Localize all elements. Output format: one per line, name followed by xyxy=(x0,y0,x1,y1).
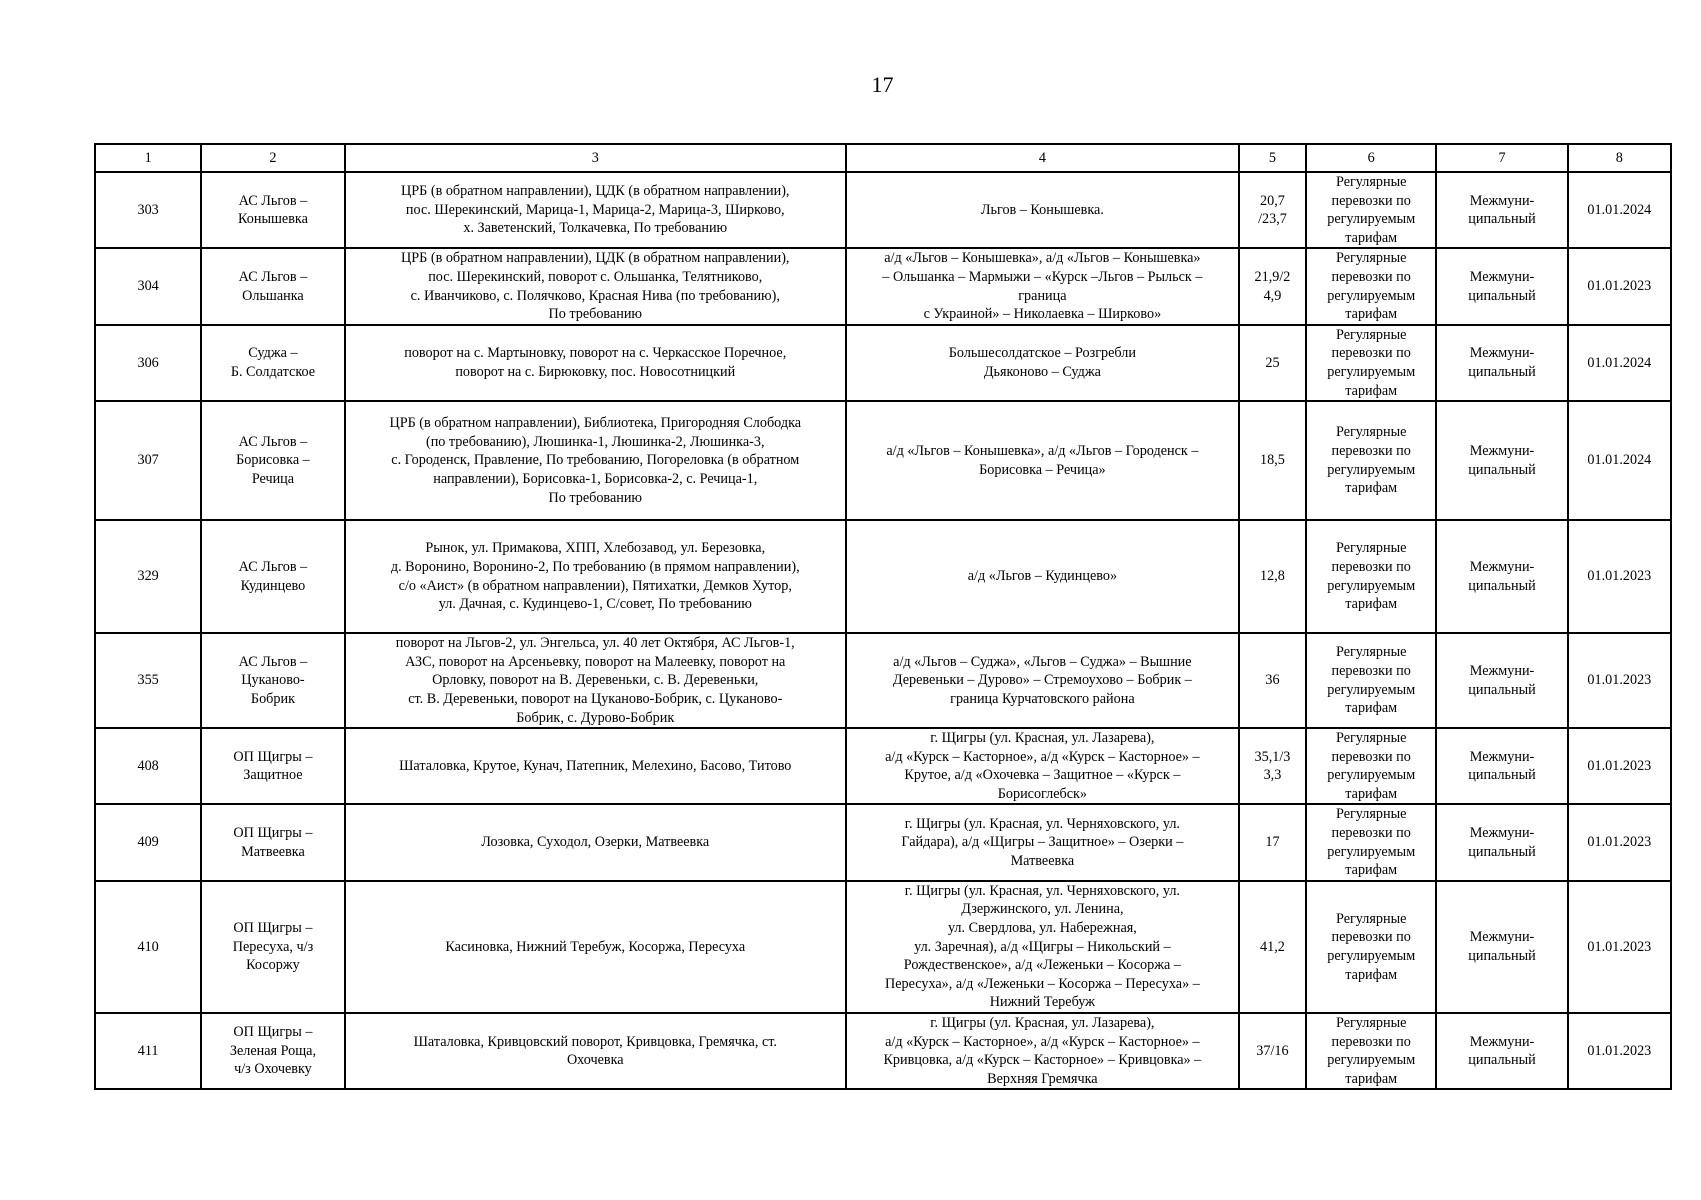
route-name-cell: ОП Щигры – Защитное xyxy=(201,728,344,804)
page-number: 17 xyxy=(871,72,894,97)
route-type-cell: Межмуни- ципальный xyxy=(1436,325,1567,401)
start-date-cell: 01.01.2024 xyxy=(1568,325,1671,401)
column-header-2: 2 xyxy=(201,144,344,172)
table-row xyxy=(95,248,1671,324)
table-row xyxy=(95,881,1671,1013)
roads-cell: г. Щигры (ул. Красная, ул. Черняховского, ул. Дзержинского, ул. Ленина, ул. Свердлова, ул. Набережная, ул. Заречная), а/д «Щигры – Никольский – Рождественское», а/д «Леженьки – Косоржа – Пересуха», а/д «Леженьки – Косоржа – Пересуха» – Нижний Теребуж xyxy=(846,881,1239,1013)
roads-cell: г. Щигры (ул. Красная, ул. Лазарева), а/д «Курск – Касторное», а/д «Курск – Касторное» – Кривцовка, а/д «Курск – Касторное» – Кривцовка» – Верхняя Гремячка xyxy=(846,1013,1239,1089)
route-type-cell: Межмуни- ципальный xyxy=(1436,728,1567,804)
stops-cell: ЦРБ (в обратном направлении), Библиотека, Пригородняя Слободка (по требованию), Люшинка-1, Люшинка-2, Люшинка-3, с. Городенск, Правление, По требованию, Погореловка (в обратном направлении), Борисовка-1, Борисовка-2, с. Речица-1, По требованию xyxy=(345,401,846,520)
route-name-cell: АС Льгов – Кудинцево xyxy=(201,520,344,633)
route-type-cell: Межмуни- ципальный xyxy=(1436,804,1567,880)
roads-cell: а/д «Льгов – Суджа», «Льгов – Суджа» – Вышние Деревеньки – Дурово» – Стремоухово – Бобрик – граница Курчатовского района xyxy=(846,633,1239,728)
route-number-cell: 307 xyxy=(95,401,201,520)
distance-cell: 17 xyxy=(1239,804,1306,880)
table-row xyxy=(95,728,1671,804)
stops-cell: ЦРБ (в обратном направлении), ЦДК (в обратном направлении), пос. Шерекинский, Марица-1, Марица-2, Марица-3, Ширково, х. Заветенский, Толкачевка, По требованию xyxy=(345,172,846,248)
roads-cell: а/д «Льгов – Конышевка», а/д «Льгов – Городенск – Борисовка – Речица» xyxy=(846,401,1239,520)
route-name-cell: АС Льгов – Ольшанка xyxy=(201,248,344,324)
distance-cell: 37/16 xyxy=(1239,1013,1306,1089)
column-header-3: 3 xyxy=(345,144,846,172)
transport-kind-cell: Регулярные перевозки по регулируемым тарифам xyxy=(1306,1013,1436,1089)
roads-cell: а/д «Льгов – Кудинцево» xyxy=(846,520,1239,633)
stops-cell: ЦРБ (в обратном направлении), ЦДК (в обратном направлении), пос. Шерекинский, поворот с. Ольшанка, Телятниково, с. Иванчиково, с. Полячково, Красная Нива (по требованию), По требованию xyxy=(345,248,846,324)
route-type-cell: Межмуни- ципальный xyxy=(1436,520,1567,633)
route-number-cell: 408 xyxy=(95,728,201,804)
route-type-cell: Межмуни- ципальный xyxy=(1436,248,1567,324)
transport-kind-cell: Регулярные перевозки по регулируемым тарифам xyxy=(1306,248,1436,324)
column-header-8: 8 xyxy=(1568,144,1671,172)
start-date-cell: 01.01.2024 xyxy=(1568,172,1671,248)
table-row xyxy=(95,1013,1671,1089)
route-number-cell: 355 xyxy=(95,633,201,728)
route-type-cell: Межмуни- ципальный xyxy=(1436,401,1567,520)
stops-cell: Лозовка, Суходол, Озерки, Матвеевка xyxy=(345,804,846,880)
table-row xyxy=(95,804,1671,880)
distance-cell: 12,8 xyxy=(1239,520,1306,633)
distance-cell: 18,5 xyxy=(1239,401,1306,520)
table-row xyxy=(95,172,1671,248)
transport-kind-cell: Регулярные перевозки по регулируемым тарифам xyxy=(1306,401,1436,520)
distance-cell: 36 xyxy=(1239,633,1306,728)
roads-cell: г. Щигры (ул. Красная, ул. Черняховского, ул. Гайдара), а/д «Щигры – Защитное» – Озерки – Матвеевка xyxy=(846,804,1239,880)
distance-cell: 35,1/3 3,3 xyxy=(1239,728,1306,804)
route-number-cell: 410 xyxy=(95,881,201,1013)
route-type-cell: Межмуни- ципальный xyxy=(1436,633,1567,728)
roads-cell: а/д «Льгов – Конышевка», а/д «Льгов – Конышевка» – Ольшанка – Мармыжи – «Курск –Льгов – Рыльск – граница с Украиной» – Николаевка – Ширково» xyxy=(846,248,1239,324)
roads-cell: Большесолдатское – Розгребли Дьяконово – Суджа xyxy=(846,325,1239,401)
transport-kind-cell: Регулярные перевозки по регулируемым тарифам xyxy=(1306,881,1436,1013)
route-number-cell: 303 xyxy=(95,172,201,248)
route-number-cell: 306 xyxy=(95,325,201,401)
route-number-cell: 329 xyxy=(95,520,201,633)
route-name-cell: ОП Щигры – Пересуха, ч/з Косоржу xyxy=(201,881,344,1013)
route-number-cell: 304 xyxy=(95,248,201,324)
distance-cell: 41,2 xyxy=(1239,881,1306,1013)
route-type-cell: Межмуни- ципальный xyxy=(1436,1013,1567,1089)
transport-kind-cell: Регулярные перевозки по регулируемым тарифам xyxy=(1306,172,1436,248)
route-type-cell: Межмуни- ципальный xyxy=(1436,881,1567,1013)
transport-kind-cell: Регулярные перевозки по регулируемым тарифам xyxy=(1306,728,1436,804)
stops-cell: Шаталовка, Крутое, Кунач, Патепник, Мелехино, Басово, Титово xyxy=(345,728,846,804)
roads-cell: Льгов – Конышевка. xyxy=(846,172,1239,248)
route-number-cell: 411 xyxy=(95,1013,201,1089)
distance-cell: 20,7 /23,7 xyxy=(1239,172,1306,248)
transport-kind-cell: Регулярные перевозки по регулируемым тарифам xyxy=(1306,633,1436,728)
column-header-4: 4 xyxy=(846,144,1239,172)
start-date-cell: 01.01.2023 xyxy=(1568,248,1671,324)
column-header-1: 1 xyxy=(95,144,201,172)
route-name-cell: АС Льгов – Цуканово- Бобрик xyxy=(201,633,344,728)
transport-kind-cell: Регулярные перевозки по регулируемым тарифам xyxy=(1306,804,1436,880)
route-type-cell: Межмуни- ципальный xyxy=(1436,172,1567,248)
start-date-cell: 01.01.2023 xyxy=(1568,804,1671,880)
route-name-cell: АС Льгов – Конышевка xyxy=(201,172,344,248)
start-date-cell: 01.01.2023 xyxy=(1568,1013,1671,1089)
table-header-row xyxy=(95,144,1671,172)
transport-kind-cell: Регулярные перевозки по регулируемым тарифам xyxy=(1306,325,1436,401)
routes-table xyxy=(94,143,1672,1090)
stops-cell: поворот на Льгов-2, ул. Энгельса, ул. 40 лет Октября, АС Льгов-1, АЗС, поворот на Арсеньевку, поворот на Малеевку, поворот на Орловку, поворот на В. Деревеньки, с. В. Деревеньки, ст. В. Деревеньки, поворот на Цуканово-Бобрик, с. Цуканово- Бобрик, с. Дурово-Бобрик xyxy=(345,633,846,728)
table-row xyxy=(95,325,1671,401)
table-row xyxy=(95,520,1671,633)
route-name-cell: АС Льгов – Борисовка – Речица xyxy=(201,401,344,520)
stops-cell: поворот на с. Мартыновку, поворот на с. Черкасское Поречное, поворот на с. Бирюковку, пос. Новосотницкий xyxy=(345,325,846,401)
start-date-cell: 01.01.2023 xyxy=(1568,520,1671,633)
distance-cell: 25 xyxy=(1239,325,1306,401)
table-row xyxy=(95,633,1671,728)
route-name-cell: ОП Щигры – Матвеевка xyxy=(201,804,344,880)
transport-kind-cell: Регулярные перевозки по регулируемым тарифам xyxy=(1306,520,1436,633)
column-header-7: 7 xyxy=(1436,144,1567,172)
route-number-cell: 409 xyxy=(95,804,201,880)
start-date-cell: 01.01.2024 xyxy=(1568,401,1671,520)
distance-cell: 21,9/2 4,9 xyxy=(1239,248,1306,324)
route-name-cell: ОП Щигры – Зеленая Роща, ч/з Охочевку xyxy=(201,1013,344,1089)
route-name-cell: Суджа – Б. Солдатское xyxy=(201,325,344,401)
start-date-cell: 01.01.2023 xyxy=(1568,728,1671,804)
start-date-cell: 01.01.2023 xyxy=(1568,881,1671,1013)
table-row xyxy=(95,401,1671,520)
stops-cell: Касиновка, Нижний Теребуж, Косоржа, Пересуха xyxy=(345,881,846,1013)
start-date-cell: 01.01.2023 xyxy=(1568,633,1671,728)
column-header-6: 6 xyxy=(1306,144,1436,172)
roads-cell: г. Щигры (ул. Красная, ул. Лазарева), а/д «Курск – Касторное», а/д «Курск – Касторное» – Крутое, а/д «Охочевка – Защитное – «Курск – Борисоглебск» xyxy=(846,728,1239,804)
stops-cell: Шаталовка, Кривцовский поворот, Кривцовка, Гремячка, ст. Охочевка xyxy=(345,1013,846,1089)
stops-cell: Рынок, ул. Примакова, ХПП, Хлебозавод, ул. Березовка, д. Воронино, Воронино-2, По требованию (в прямом направлении), с/о «Аист» (в обратном направлении), Пятихатки, Демков Хутор, ул. Дачная, с. Кудинцево-1, С/совет, По требованию xyxy=(345,520,846,633)
column-header-5: 5 xyxy=(1239,144,1306,172)
